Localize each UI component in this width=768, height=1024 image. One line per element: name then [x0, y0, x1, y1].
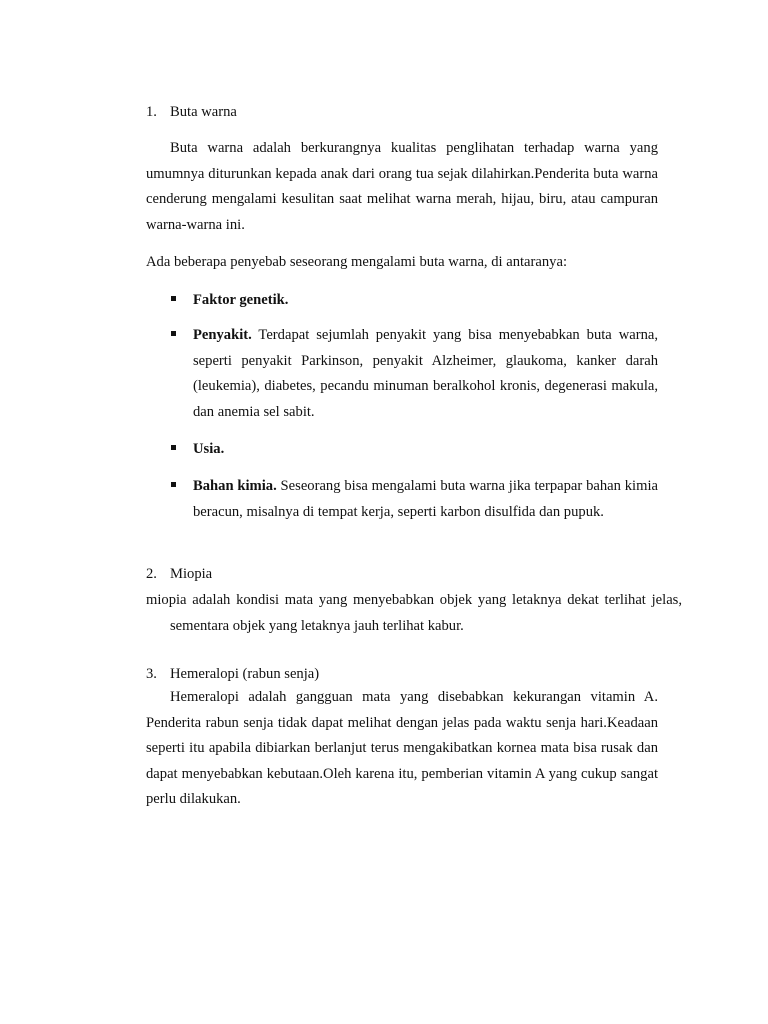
- square-bullet-icon: [171, 445, 176, 450]
- section-number: 2.: [146, 566, 157, 582]
- list-item-bahan-kimia: [146, 474, 658, 525]
- section-title: Miopia: [170, 566, 213, 582]
- bullet-text: Seseorang bisa mengalami buta warna jika terpapar bahan kimia beracun, misalnya di tempat kerja, seperti karbon disulfida dan pupuk.: [193, 478, 658, 520]
- square-bullet-icon: [171, 482, 176, 487]
- bullet-term: Faktor genetik.: [193, 292, 289, 308]
- bullet-term: Usia.: [193, 441, 225, 457]
- section-number: 1.: [146, 104, 157, 120]
- paragraph-hemeralopi: Hemeralopi adalah gangguan mata yang disebabkan kekurangan vitamin A. Penderita rabun senja tidak dapat melihat dengan jelas pada waktu senja hari.Keadaan seperti itu apabila dibiarkan berlanjut terus mengakibatkan kornea mata bisa rusak dan dapat menyebabkan kebutaan.Oleh karena itu, pemberian vitamin A yang cukup sangat perlu dilakukan.: [146, 689, 658, 808]
- section-title: Hemeralopi (rabun senja): [170, 666, 320, 682]
- bullet-term: Penyakit.: [193, 327, 252, 343]
- square-bullet-icon: [171, 331, 176, 336]
- bullet-text: Terdapat sejumlah penyakit yang bisa menyebabkan buta warna, seperti penyakit Parkinson, penyakit Alzheimer, glaukoma, kanker darah (leukemia), diabetes, pecandu minuman beralkohol kronis, degenerasi makula, dan anemia sel sabit.: [193, 327, 658, 420]
- section-heading-miopia: [146, 566, 658, 583]
- paragraph-buta-warna: Buta warna adalah berkurangnya kualitas penglihatan terhadap warna yang umumnya diturunkan kepada anak dari orang tua sejak dilahirkan.Penderita buta warna cenderung mengalami kesulitan saat melihat warna merah, hijau, biru, atau campuran warna-warna ini.: [146, 140, 658, 233]
- bullet-term: Bahan kimia.: [193, 478, 277, 494]
- section-heading-hemeralopi: [146, 666, 658, 683]
- paragraph-miopia: miopia adalah kondisi mata yang menyebabkan objek yang letaknya dekat terlihat jelas, sementara objek yang letaknya jauh terlihat kabur.: [146, 592, 682, 634]
- section-number: 3.: [146, 666, 157, 682]
- square-bullet-icon: [171, 296, 176, 301]
- paragraph-causes-intro: Ada beberapa penyebab seseorang mengalami buta warna, di antaranya:: [146, 254, 568, 270]
- section-title: Buta warna: [170, 104, 237, 120]
- list-item-penyakit: [146, 323, 658, 425]
- list-item-usia: [146, 437, 658, 463]
- section-heading-buta-warna: [146, 104, 658, 121]
- list-item-faktor-genetik: [146, 288, 658, 314]
